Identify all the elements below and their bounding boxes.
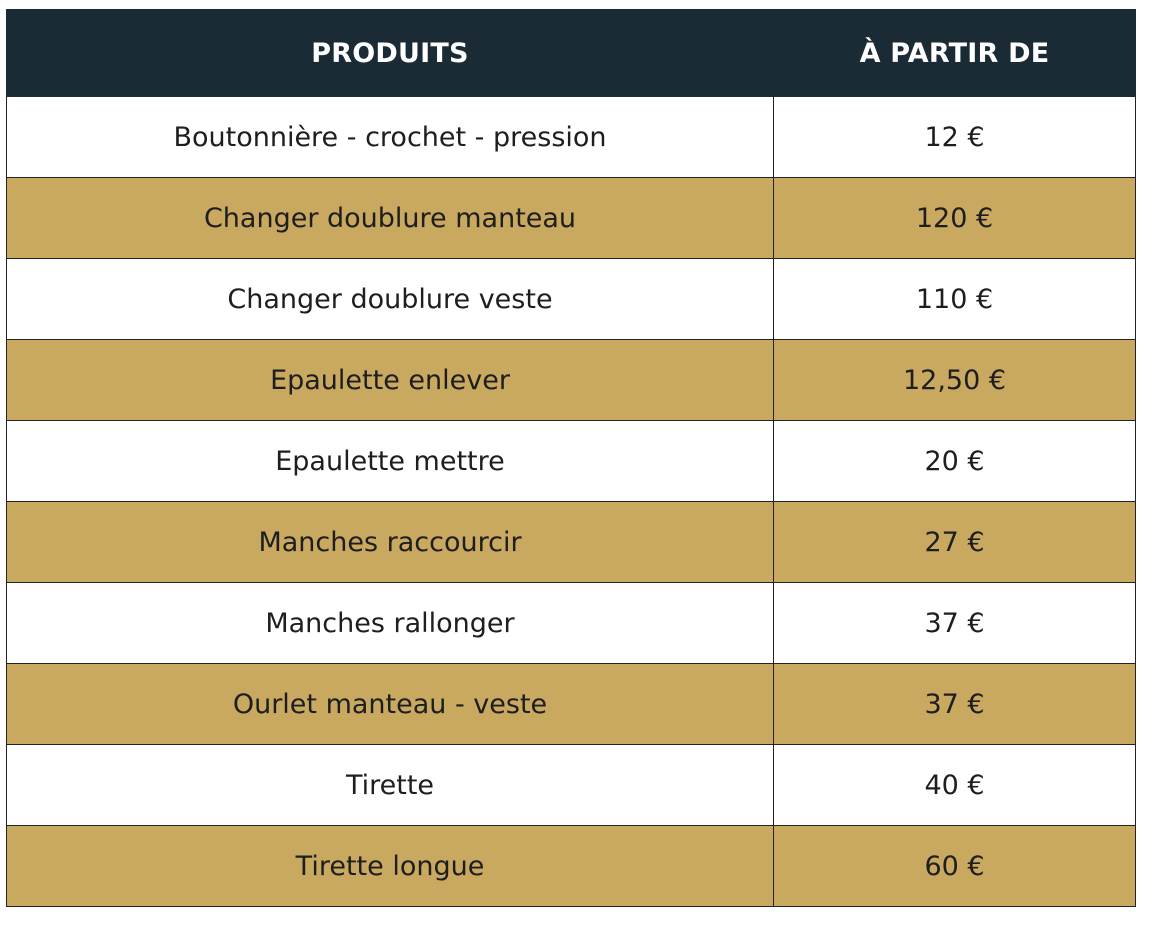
price-cell: 110 € (774, 259, 1136, 340)
table-row (7, 97, 1136, 178)
table-row (7, 340, 1136, 421)
product-cell: Manches rallonger (7, 583, 774, 664)
product-cell: Epaulette enlever (7, 340, 774, 421)
price-cell: 20 € (774, 421, 1136, 502)
table-row (7, 178, 1136, 259)
table-row (7, 259, 1136, 340)
table-row (7, 502, 1136, 583)
price-cell: 37 € (774, 583, 1136, 664)
price-cell: 12,50 € (774, 340, 1136, 421)
product-cell: Changer doublure veste (7, 259, 774, 340)
price-cell: 27 € (774, 502, 1136, 583)
price-cell: 60 € (774, 826, 1136, 907)
table-row (7, 421, 1136, 502)
price-cell: 12 € (774, 97, 1136, 178)
table-row (7, 745, 1136, 826)
table-header (7, 10, 1136, 97)
product-cell: Boutonnière - crochet - pression (7, 97, 774, 178)
price-table (6, 9, 1136, 907)
price-table-container (6, 9, 1135, 907)
header-price-from: À PARTIR DE (774, 10, 1136, 97)
product-cell: Tirette longue (7, 826, 774, 907)
table-body (7, 97, 1136, 907)
product-cell: Epaulette mettre (7, 421, 774, 502)
product-cell: Tirette (7, 745, 774, 826)
header-products: PRODUITS (7, 10, 774, 97)
table-row (7, 826, 1136, 907)
price-cell: 40 € (774, 745, 1136, 826)
product-cell: Changer doublure manteau (7, 178, 774, 259)
table-row (7, 664, 1136, 745)
price-cell: 120 € (774, 178, 1136, 259)
table-header-row (7, 10, 1136, 97)
price-cell: 37 € (774, 664, 1136, 745)
product-cell: Ourlet manteau - veste (7, 664, 774, 745)
product-cell: Manches raccourcir (7, 502, 774, 583)
table-row (7, 583, 1136, 664)
